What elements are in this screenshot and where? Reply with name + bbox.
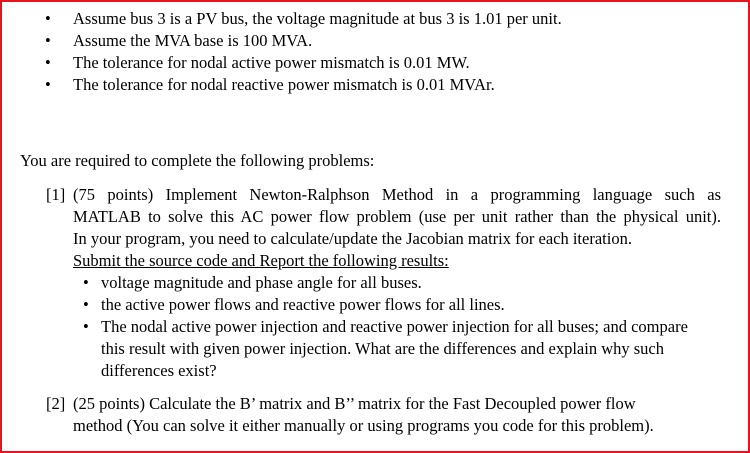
list-item xyxy=(0,30,740,52)
result-text: voltage magnitude and phase angle for all buses. xyxy=(101,273,422,292)
problem-line: (75 points) Implement Newton-Ralphson Method in a programming language such as xyxy=(73,185,721,204)
list-item xyxy=(0,8,740,30)
problem-line: In your program, you need to calculate/update the Jacobian matrix for each iteration. xyxy=(73,229,632,248)
assumption-text: The tolerance for nodal reactive power mismatch is 0.01 MVAr. xyxy=(73,75,495,94)
list-item xyxy=(0,74,740,96)
problem-body xyxy=(73,184,723,382)
report-heading: Submit the source code and Report the following results: xyxy=(73,251,449,270)
intro-text: You are required to complete the following problems: xyxy=(20,151,375,170)
bullet-icon: • xyxy=(45,53,51,72)
list-item xyxy=(73,272,723,294)
bullet-icon: • xyxy=(83,295,89,314)
bullet-icon: • xyxy=(45,9,51,28)
assumption-text: Assume the MVA base is 100 MVA. xyxy=(73,31,313,50)
assumption-text: The tolerance for nodal active power mismatch is 0.01 MW. xyxy=(73,53,470,72)
assumption-text: Assume bus 3 is a PV bus, the voltage magnitude at bus 3 is 1.01 per unit. xyxy=(73,9,562,28)
bullet-icon: • xyxy=(45,31,51,50)
assumptions-list xyxy=(0,8,740,96)
results-list xyxy=(73,272,723,382)
list-item xyxy=(0,52,740,74)
result-text: the active power flows and reactive power flows for all lines. xyxy=(101,295,505,314)
problem-line: (25 points) Calculate the B’ matrix and B’’ matrix for the Fast Decoupled power flow xyxy=(73,394,636,413)
problem-number: [2] xyxy=(46,394,66,413)
bullet-icon: • xyxy=(83,317,89,336)
list-item xyxy=(73,294,723,316)
problem-line: MATLAB to solve this AC power flow problem (use per unit rather than the physical unit). xyxy=(73,207,721,226)
bullet-icon: • xyxy=(45,75,51,94)
problem-body xyxy=(73,393,723,437)
bullet-icon: • xyxy=(83,273,89,292)
result-text: The nodal active power injection and reactive power injection for all buses; and compare this result with given power injection. What are the differences and explain why such differences exist? xyxy=(101,317,688,380)
problem-number: [1] xyxy=(46,185,66,204)
problem-line: method (You can solve it either manually or using programs you code for this problem). xyxy=(73,416,654,435)
list-item xyxy=(73,316,723,382)
